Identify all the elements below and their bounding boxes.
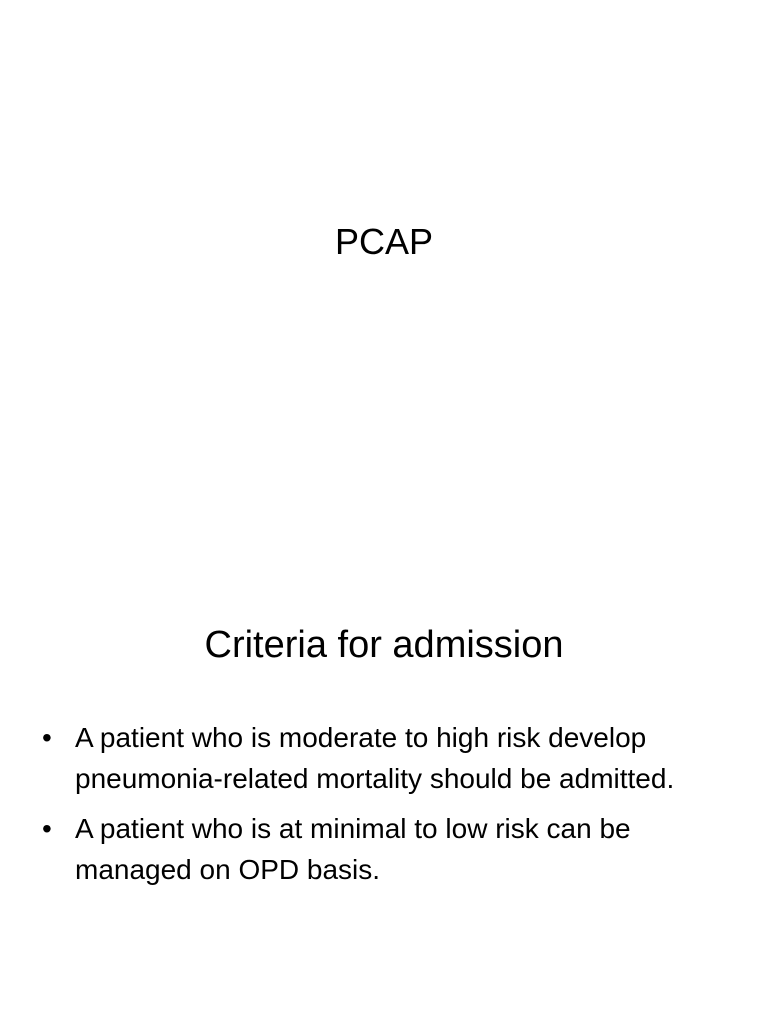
- bullet-text: A patient who is at minimal to low risk can be managed on OPD basis.: [75, 813, 631, 885]
- bullet-list: [0, 717, 768, 899]
- bullet-item: [0, 717, 768, 799]
- bullet-item: [0, 808, 768, 890]
- bullet-icon: •: [42, 813, 52, 844]
- slide-title: Criteria for admission: [204, 624, 564, 666]
- slide-title: PCAP: [334, 221, 434, 262]
- bullet-icon: •: [42, 722, 52, 753]
- bullet-text: A patient who is moderate to high risk develop pneumonia-related mortality should be admitted.: [75, 722, 675, 794]
- slide-criteria-for-admission: [0, 512, 768, 1024]
